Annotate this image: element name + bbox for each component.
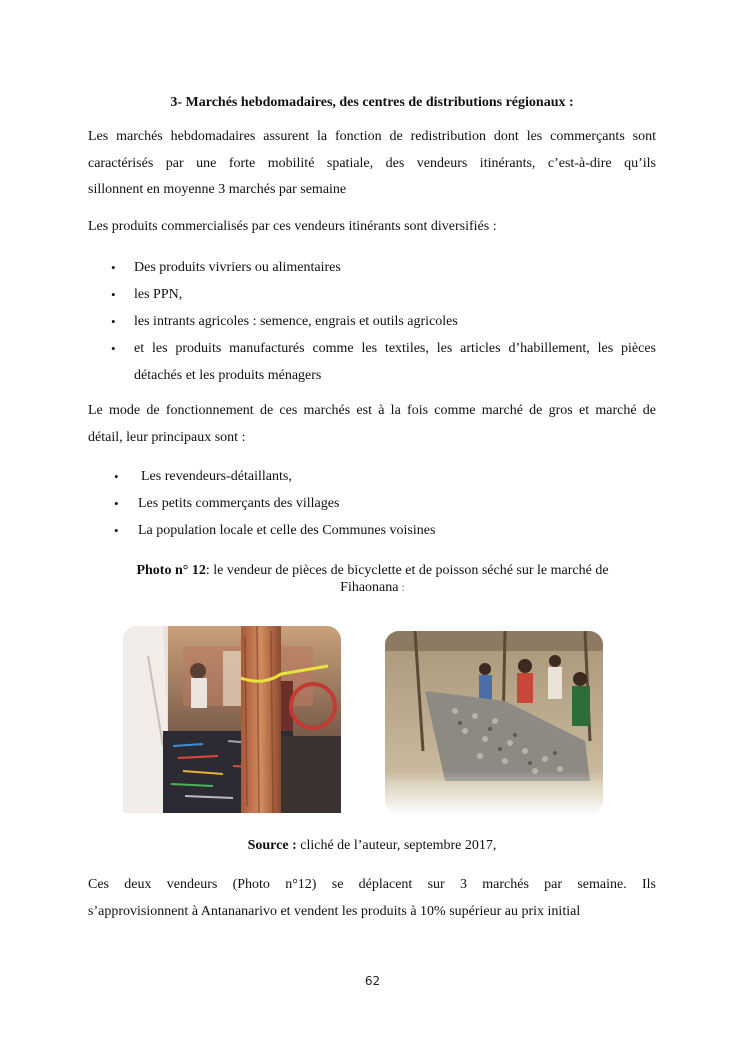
bullet-icon: • [114,523,119,538]
bullet-icon: • [114,496,119,511]
list-item [111,308,656,335]
paragraph-line: Les marchés hebdomadaires assurent la fonction de redistribution dont les commerçants sont [88,129,656,144]
photo-dried-fish-seller [385,631,603,813]
photo-source [88,838,656,854]
section-heading: 3- Marchés hebdomadaires, des centres de distributions régionaux : [170,95,574,110]
list-item [114,490,656,517]
photo-bicycle-parts-seller [123,626,341,813]
caption-place: Fihaonana [340,580,399,595]
list-item [114,517,656,544]
actors-list [114,463,656,544]
list-item-text: Des produits vivriers ou alimentaires [134,260,341,275]
paragraph-operation [88,398,656,451]
caption-text: : le vendeur de pièces de bicyclette et de poisson séché sur le marché de [205,563,609,578]
paragraph-line: sillonnent en moyenne 3 marchés par semaine [88,182,347,197]
source-label: Source : [247,838,297,853]
list-item-text: les intrants agricoles : semence, engrais et outils agricoles [134,314,458,329]
bullet-icon: • [111,260,116,275]
list-item [111,281,656,308]
list-item [111,254,656,281]
products-list [111,254,656,389]
paragraph-line: Les produits commercialisés par ces vendeurs itinérants sont diversifiés : [88,219,497,234]
bullet-icon: • [111,341,116,356]
list-item-text: et les produits manufacturés comme les textiles, les articles d’habillement, les pièces [134,341,656,356]
paragraph-products-intro [88,214,656,241]
list-item-text: La population locale et celle des Communes voisines [138,523,436,538]
paragraph-vendors [88,872,656,925]
photo-caption [100,562,645,596]
bullet-icon: • [111,314,116,329]
bullet-icon: • [111,287,116,302]
paragraph-line: Ces deux vendeurs (Photo n°12) se déplacent sur 3 marchés par semaine. Ils [88,877,656,892]
paragraph-line: s’approvisionnent à Antananarivo et vendent les produits à 10% supérieur au prix initial [88,903,581,919]
caption-label: Photo n° 12 [136,563,206,578]
caption-tail: : [398,580,405,594]
list-item [114,463,656,490]
paragraph-line: caractérisés par une forte mobilité spatiale, des vendeurs itinérants, c’est-à-dire qu’ils [88,155,656,171]
list-item-text: Les revendeurs-détaillants, [141,469,292,484]
list-item-text: Les petits commerçants des villages [138,496,340,511]
bullet-icon: • [114,469,119,484]
paragraph-markets [88,124,656,204]
source-text: cliché de l’auteur, septembre 2017, [296,838,497,853]
paragraph-line: Le mode de fonctionnement de ces marchés est à la fois comme marché de gros et marché de [88,403,656,418]
paragraph-line: détail, leur principaux sont : [88,429,246,445]
list-item-text: détachés et les produits ménagers [134,368,322,383]
page-number: 62 [364,974,381,988]
list-item-text: les PPN, [134,287,183,302]
list-item [111,335,656,389]
